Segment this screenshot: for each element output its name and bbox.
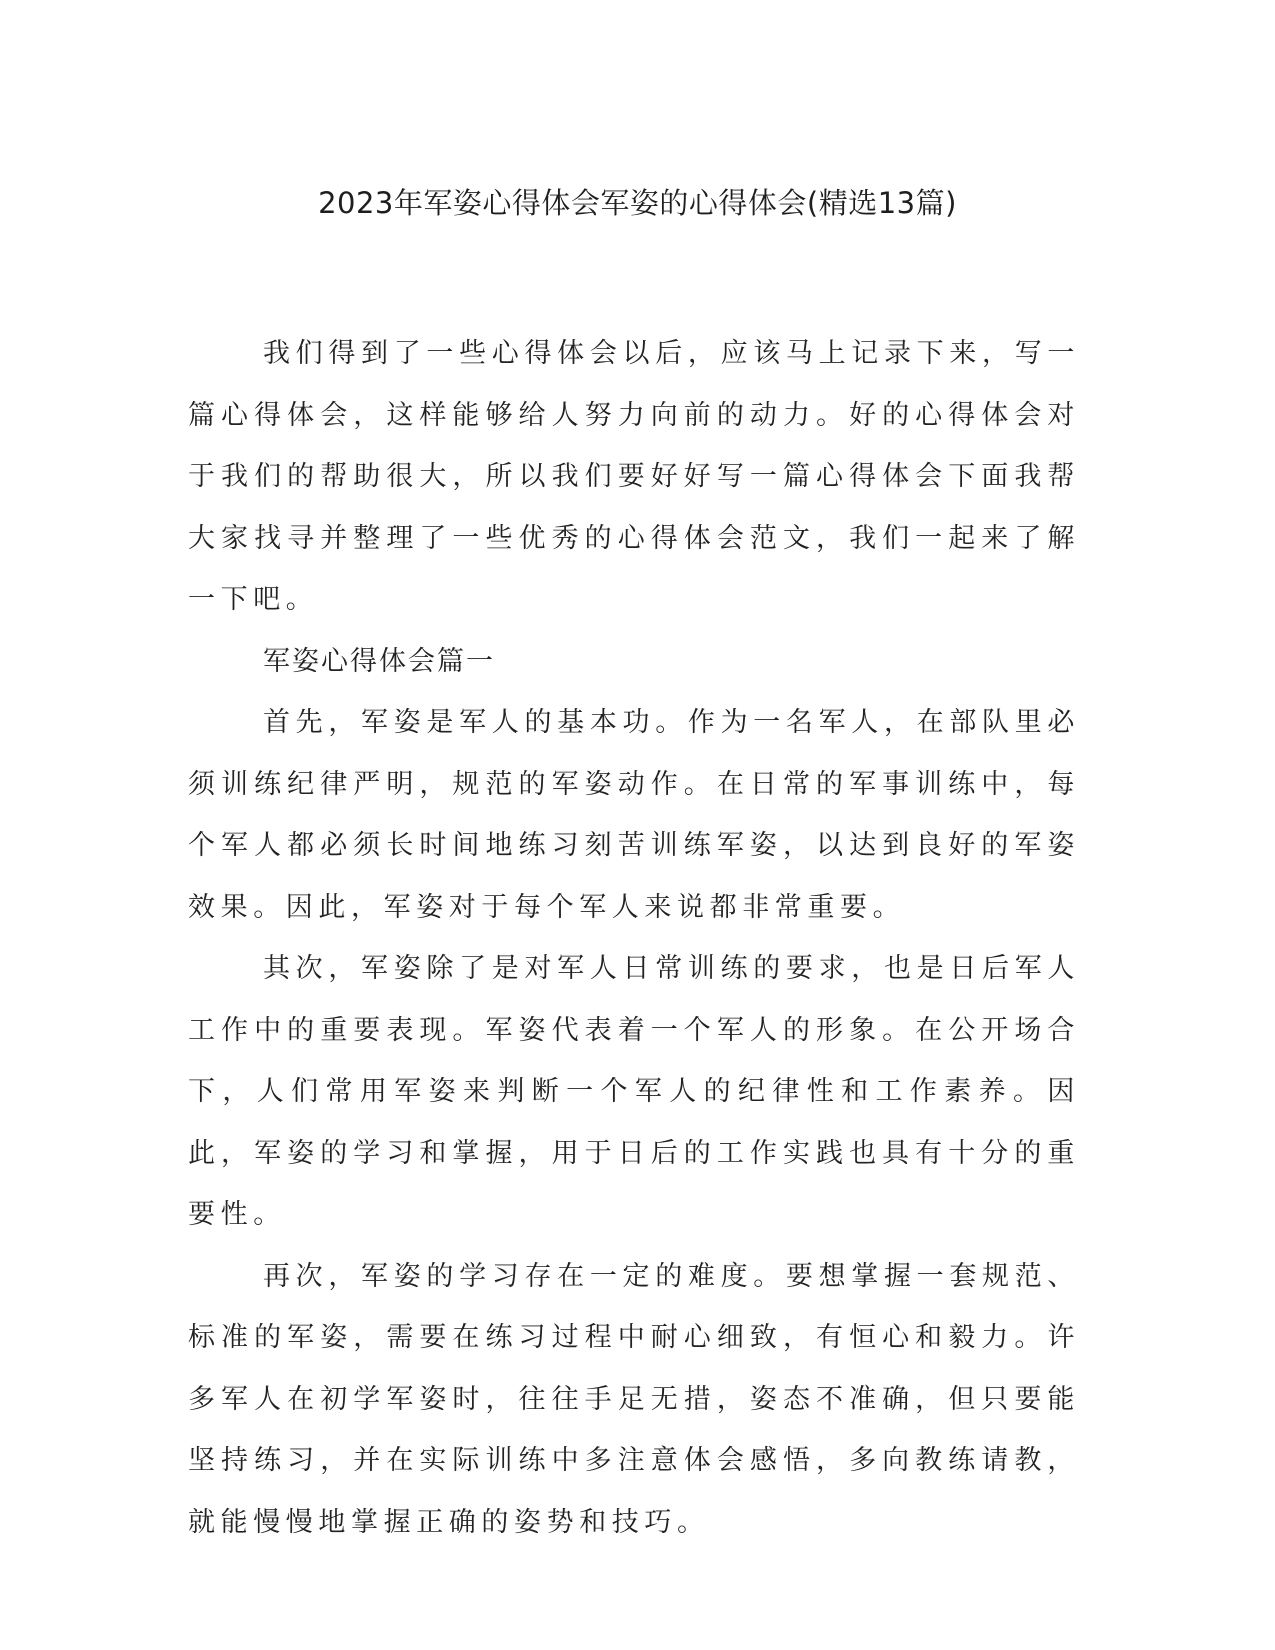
document-title: 2023年军姿心得体会军姿的心得体会(精选13篇) [318, 186, 957, 220]
intro-paragraph: 我们得到了一些心得体会以后，应该马上记录下来，写一篇心得体会，这样能够给人努力向前的动力。好的心得体会对于我们的帮助很大，所以我们要好好写一篇心得体会下面我帮大家找寻并整理了一些优秀的心得体会范文，我们一起来了解一下吧。 [188, 338, 1080, 615]
document-body [188, 323, 1080, 1553]
body-paragraph-3: 再次，军姿的学习存在一定的难度。要想掌握一套规范、标准的军姿，需要在练习过程中耐心细致，有恒心和毅力。许多军人在初学军姿时，往往手足无措，姿态不准确，但只要能坚持练习，并在实际训练中多注意体会感悟，多向教练请教，就能慢慢地掌握正确的姿势和技巧。 [188, 1260, 1080, 1538]
body-paragraph-1: 首先，军姿是军人的基本功。作为一名军人，在部队里必须训练纪律严明，规范的军姿动作。在日常的军事训练中，每个军人都必须长时间地练习刻苦训练军姿，以达到良好的军姿效果。因此，军姿对于每个军人来说都非常重要。 [188, 707, 1080, 923]
body-paragraph-2: 其次，军姿除了是对军人日常训练的要求，也是日后军人工作中的重要表现。军姿代表着一个军人的形象。在公开场合下，人们常用军姿来判断一个军人的纪律性和工作素养。因此，军姿的学习和掌握，用于日后的工作实践也具有十分的重要性。 [188, 953, 1080, 1230]
section-heading: 军姿心得体会篇一 [263, 645, 495, 677]
